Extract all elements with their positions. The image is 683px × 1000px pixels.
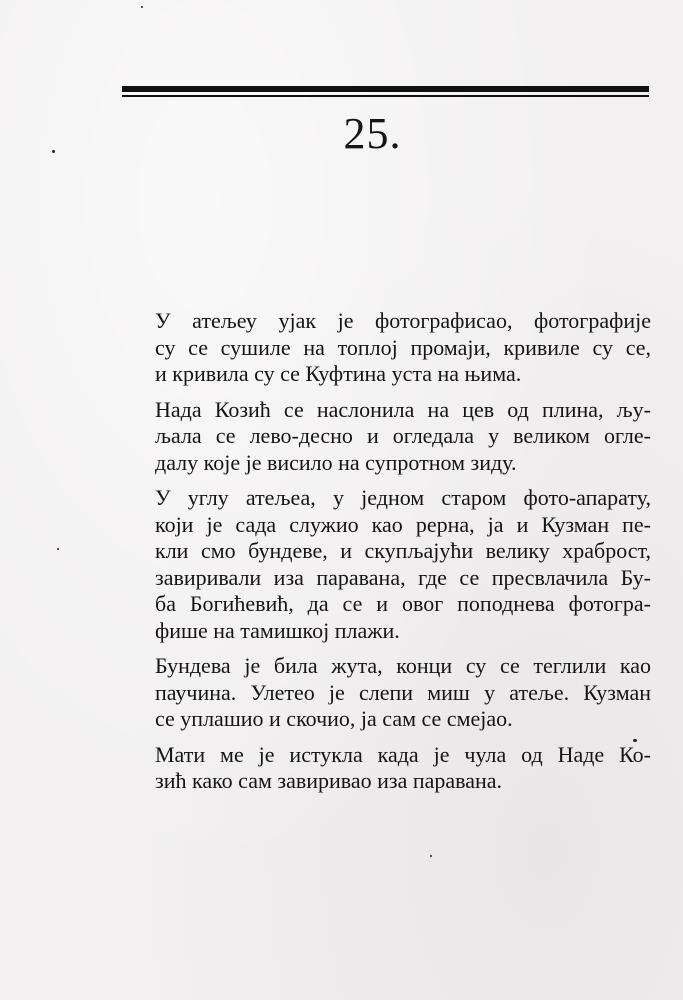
text-line: Мати ме је истукла када је чула од Наде Ко-: [155, 741, 651, 767]
paragraph-2: [155, 397, 651, 477]
text-line: зић како сам завиривао иза паравана.: [155, 768, 503, 793]
paragraph-1: [155, 308, 651, 388]
paper-speck: [52, 150, 55, 153]
text-line: завиривали иза паравана, где се пресвлачила Бу-: [155, 564, 651, 590]
chapter-number: 25.: [343, 109, 402, 158]
text-line: паучина. Улетео је слепи миш у атеље. Кузман: [155, 679, 651, 705]
body-text: [155, 308, 651, 804]
text-line: који је сада служио као рерна, ја и Кузман пе-: [155, 511, 651, 537]
text-line: фише на тамишкој плажи.: [155, 617, 400, 643]
text-line: су се сушиле на топлој промаји, кривиле су се,: [155, 334, 651, 360]
paper-speck: [430, 855, 432, 857]
text-line: кли смо бундеве, и скупљајући велику храброст,: [155, 538, 651, 563]
text-line: се уплашио и скочио, ја сам се смејао.: [155, 706, 513, 731]
text-line: Нада Козић се наслонила на цев од плина, љу-: [155, 396, 651, 422]
paper-speck: [57, 548, 59, 550]
paper-speck: [141, 6, 143, 8]
paper-speck: [633, 739, 637, 742]
header-rule-thin: [122, 95, 649, 97]
paragraph-4: [155, 653, 651, 733]
text-line: Бундева је била жута, конци су се теглили као: [155, 653, 651, 678]
paragraph-5: [155, 742, 651, 795]
text-line: У углу атељеа, у једном старом фото-апарату,: [155, 485, 651, 510]
text-line: ба Богићевић, да се и овог поподнева фотогра-: [155, 591, 651, 616]
header-rule-thick: [122, 86, 649, 92]
paragraph-3: [155, 485, 651, 644]
text-line: далу које је висило на супротном зиду.: [155, 449, 517, 475]
text-line: и кривила су се Куфтина уста на њима.: [155, 361, 522, 386]
text-line: У атељеу ујак је фотографисао, фотографије: [155, 308, 651, 333]
text-line: љала се лево-десно и огледала у великом огле-: [155, 423, 651, 448]
